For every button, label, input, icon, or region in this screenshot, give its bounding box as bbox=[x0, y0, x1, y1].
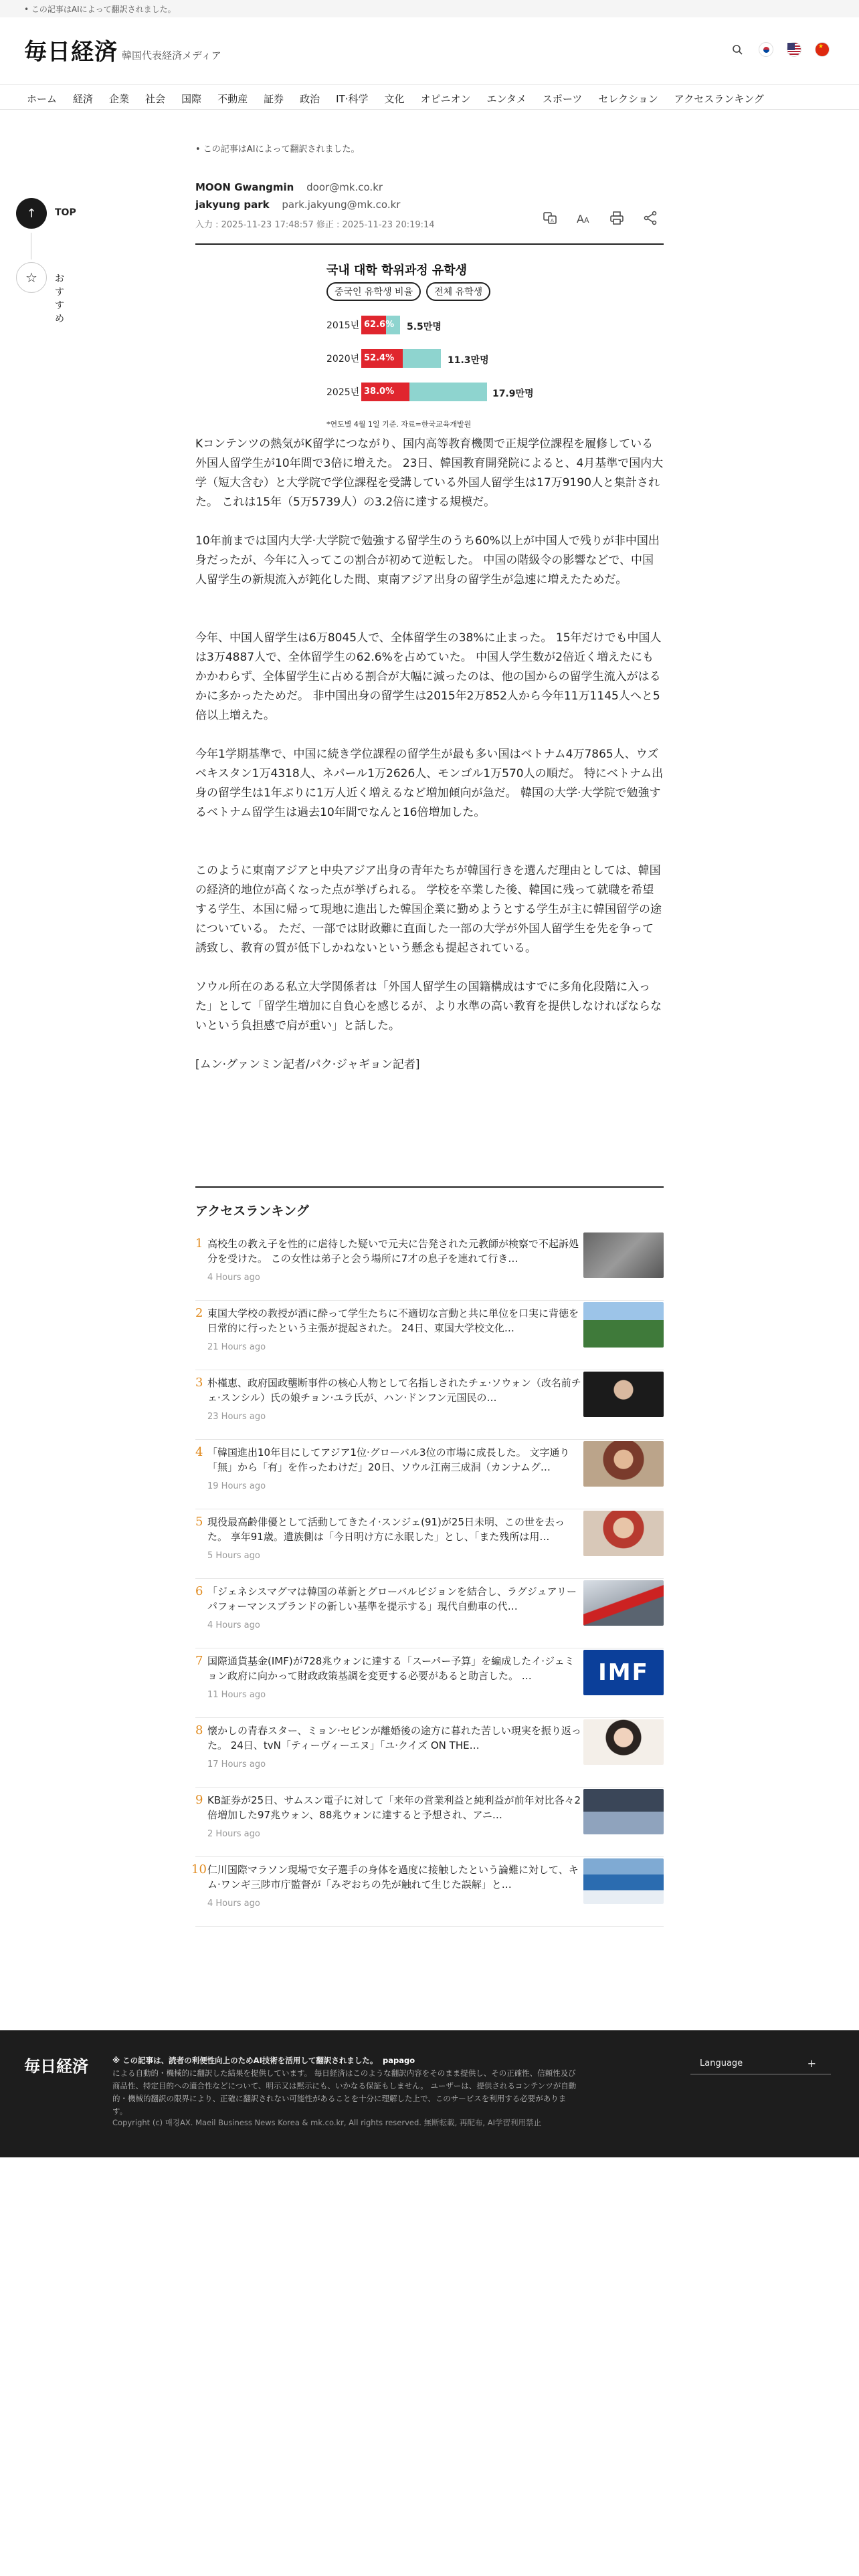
nav-item-sports[interactable]: スポーツ bbox=[542, 93, 583, 105]
ratio-bar: 62.6% bbox=[361, 316, 386, 334]
rank-thumbnail[interactable] bbox=[583, 1302, 664, 1348]
korea-flag-icon[interactable] bbox=[759, 42, 773, 57]
nav-item-economy[interactable]: 経済 bbox=[73, 93, 94, 105]
plus-icon: + bbox=[807, 2057, 816, 2070]
author-name[interactable]: jakyung park bbox=[195, 199, 270, 211]
font-size-icon[interactable] bbox=[574, 209, 593, 227]
china-flag-icon[interactable] bbox=[815, 42, 830, 57]
rank-time: 2 Hours ago bbox=[207, 1829, 260, 1839]
footer-notice-body: による自動的・機械的に翻訳した結果を提供しています。 毎日経済はこのような翻訳内容をそのまま提供し、その正確性、信頼性及び商品性、特定目的への適合性などについて、明示又は黙示にも、いかなる保証もしません。 ユーザーは、提供されるコンテンツが自動的・機械的翻訳の限界により、正確に翻訳されない可能性があることを十分に理解した上で、このサービスを利用する必要があります。 bbox=[112, 2068, 577, 2116]
rank-time: 17 Hours ago bbox=[207, 1759, 266, 1769]
author-email[interactable]: park.jakyung@mk.co.kr bbox=[282, 199, 401, 211]
article-paragraph: 10年前までは国内大学·大学院で勉強する留学生のうち60%以上が中国人で残りが非中国出身だったが、今年に入ってこの割合が初めて逆転した。 中国の階級令の影響などで、中国人留学生の新規流入が鈍化した間、東南アジア出身の留学生が急速に増えたためだ。 bbox=[195, 534, 660, 586]
rank-headline[interactable]: 国際通貨基金(IMF)が728兆ウォンに達する「スーパー予算」を編成したイ·ジェミョン政府に向かって財政政策基調を変更する必要があると助言した。 … bbox=[207, 1655, 575, 1682]
author-row bbox=[195, 179, 664, 196]
ranking-rule bbox=[195, 1186, 664, 1188]
row-year: 2015년 bbox=[326, 320, 360, 331]
star-icon: ☆ bbox=[25, 270, 37, 286]
rank-time: 4 Hours ago bbox=[207, 1620, 260, 1630]
rank-headline[interactable]: KB証券が25日、サムスン電子に対して「来年の営業利益と純利益が前年対比各々2倍増加した97兆ウォン、88兆ウォンに達すると予想され、アニ… bbox=[207, 1794, 581, 1821]
rank-number: 6 bbox=[195, 1584, 203, 1598]
rank-headline[interactable]: 「韓国進出10年目にしてアジア1位·グローバル3位の市場に成長した。 文字通り「無」から「有」を作ったわけだ」20日、ソウル江南三成洞（カンナムグ… bbox=[207, 1446, 570, 1473]
imf-logo-icon: IMF bbox=[598, 1659, 649, 1686]
header-icons bbox=[729, 41, 830, 58]
nav-item-home[interactable]: ホーム bbox=[27, 93, 58, 105]
row-year: 2020년 bbox=[326, 354, 360, 364]
nav-item-society[interactable]: 社会 bbox=[145, 93, 166, 105]
nav-item-selection[interactable]: セレクション bbox=[598, 93, 658, 105]
svg-text:A: A bbox=[577, 213, 584, 225]
rank-time: 19 Hours ago bbox=[207, 1481, 266, 1491]
rank-thumbnail[interactable] bbox=[583, 1372, 664, 1417]
rank-thumbnail[interactable] bbox=[583, 1858, 664, 1904]
article-body bbox=[195, 435, 664, 1094]
article-signoff: [ムン·グァンミン記者/パク·ジャギョン記者] bbox=[195, 1058, 420, 1071]
ranking-item[interactable] bbox=[195, 1718, 664, 1788]
rank-number: 4 bbox=[195, 1445, 203, 1459]
nav-item-it-science[interactable]: IT·科学 bbox=[336, 93, 369, 105]
rank-number: 9 bbox=[195, 1793, 203, 1807]
infographic-row bbox=[326, 346, 541, 369]
infographic-row bbox=[326, 313, 541, 336]
rank-thumbnail[interactable] bbox=[583, 1232, 664, 1278]
rank-headline[interactable]: 仁川国際マラソン現場で女子選手の身体を過度に接触したという論難に対して、キム·ワンギ三陟市庁監督が「みぞおちの先が触れて生じた誤解」と… bbox=[207, 1864, 579, 1891]
recommend-button[interactable] bbox=[16, 262, 47, 293]
rank-thumbnail[interactable] bbox=[583, 1719, 664, 1765]
rank-time: 5 Hours ago bbox=[207, 1551, 260, 1561]
nav-item-real-estate[interactable]: 不動産 bbox=[217, 93, 248, 105]
language-selector[interactable] bbox=[690, 2056, 831, 2074]
rank-thumbnail[interactable] bbox=[583, 1580, 664, 1626]
rank-thumbnail[interactable] bbox=[583, 1511, 664, 1556]
article-paragraph: 今年、中国人留学生は6万8045人で、全体留学生の38%に止まった。 15年だけでも中国人は3万4887人で、全体留学生の62.6%を占めていた。 中国人学生数が2倍近く増えたにもかかわらず、全体留学生に占める割合が大幅に減ったのは、他の国からの留学生流入がはるかに多かったためだ。 非中国出身の留学生は2015年2万852人から今年11万1145人へと5倍以上増えた。 bbox=[195, 631, 662, 722]
article bbox=[195, 142, 664, 1071]
author-name[interactable]: MOON Gwangmin bbox=[195, 181, 294, 193]
rank-headline[interactable]: 「ジェネシスマグマは韓国の革新とグローバルビジョンを結合し、ラグジュアリーパフォーマンスブランドの新しい基準を提示する」現代自動車の代… bbox=[207, 1586, 577, 1612]
ranking-item[interactable] bbox=[195, 1440, 664, 1509]
rank-headline[interactable]: 朴槿恵、政府国政壟断事件の核心人物として名指しされたチェ·ソウォン（改名前チェ·スンシル）氏の娘チョン·ユラ氏が、ハン·ドンフン元国民の… bbox=[207, 1377, 581, 1404]
footer-copyright: Copyright (c) 매경AX. Maeil Business News Korea & mk.co.kr, All rights reserved. 無断転載, 再配布, AI学習利用禁止 bbox=[112, 2118, 541, 2127]
rank-thumbnail[interactable] bbox=[583, 1441, 664, 1487]
footer-logo[interactable]: 毎日経済 bbox=[24, 2056, 88, 2076]
usa-flag-icon[interactable] bbox=[787, 42, 801, 57]
ratio-bar: 52.4% bbox=[361, 349, 403, 368]
nav-item-international[interactable]: 国際 bbox=[181, 93, 202, 105]
svg-text:A: A bbox=[584, 216, 589, 225]
svg-text:A: A bbox=[551, 218, 554, 223]
language-label: Language bbox=[700, 2058, 743, 2068]
ranking-item[interactable] bbox=[195, 1231, 664, 1301]
infographic-row bbox=[326, 380, 541, 403]
site-header bbox=[0, 17, 859, 84]
ranking-item[interactable] bbox=[195, 1648, 664, 1718]
infographic-footnote: *연도별 4월 1일 기준. 자료=한국교육개발원 bbox=[326, 420, 472, 429]
rank-thumbnail[interactable] bbox=[583, 1650, 664, 1695]
nav-item-culture[interactable]: 文化 bbox=[384, 93, 405, 105]
scroll-top-button[interactable] bbox=[16, 198, 47, 229]
share-icon[interactable] bbox=[641, 209, 660, 227]
ai-translation-note: • この記事はAIによって翻訳されました。 bbox=[195, 144, 360, 154]
nav-item-securities[interactable]: 証券 bbox=[264, 93, 284, 105]
site-footer bbox=[0, 2030, 859, 2157]
rank-headline[interactable]: 高校生の教え子を性的に虐待した疑いで元夫に告発された元教師が検察で不起訴処分を受けた。 この女性は弟子と会う場所に7才の息子を連れて行き… bbox=[207, 1238, 579, 1265]
rank-time: 23 Hours ago bbox=[207, 1412, 266, 1422]
rank-number: 3 bbox=[195, 1376, 203, 1390]
ranking-item[interactable] bbox=[195, 1788, 664, 1857]
author-email[interactable]: door@mk.co.kr bbox=[306, 181, 383, 193]
row-count: 5.5만명 bbox=[407, 322, 442, 332]
legend-chinese-ratio: 중국인 유학생 비율 bbox=[326, 282, 421, 301]
print-icon[interactable] bbox=[607, 209, 626, 227]
access-ranking bbox=[191, 1186, 664, 1927]
ranking-item[interactable] bbox=[195, 1579, 664, 1648]
rank-time: 21 Hours ago bbox=[207, 1342, 266, 1352]
recommend-label: おすすめ bbox=[55, 274, 64, 324]
rank-headline[interactable]: 懐かしの青春スター、ミョン·セビンが離婚後の途方に暮れた苦しい現実を振り返った。 24日、tvN「ティーヴィーエヌ」「ユ·クイズ ON THE… bbox=[207, 1725, 581, 1751]
nav-item-entertainment[interactable]: エンタメ bbox=[486, 93, 527, 105]
rank-time: 4 Hours ago bbox=[207, 1273, 260, 1283]
nav-item-politics[interactable]: 政治 bbox=[300, 93, 320, 105]
rank-headline[interactable]: 現役最高齢俳優として活動してきたイ·スンジェ(91)が25日未明、この世を去った。 享年91歳。遺族側は「今日明け方に永眠した」とし、「また残所は用… bbox=[207, 1516, 565, 1543]
site-tagline: 韓国代表経済メディア bbox=[122, 49, 221, 62]
article-tools bbox=[541, 209, 660, 227]
scroll-top-label: TOP bbox=[55, 207, 76, 218]
main-nav bbox=[0, 84, 859, 110]
legend-total: 전체 유학생 bbox=[426, 282, 490, 301]
rank-number: 10 bbox=[191, 1862, 207, 1876]
article-paragraph: ソウル所在のある私立大学関係者は「外国人留学生の国籍構成はすでに多角化段階に入った」として「留学生増加に自負心を感じるが、より水準の高い教育を提供しなければならないという負担感で肩が重い」と話した。 bbox=[195, 980, 662, 1033]
site-logo[interactable]: 毎日経済 bbox=[24, 39, 118, 66]
footer-notice-lead: ※ この記事は、読者の利便性向上のためAI技術を活用して翻訳されました。 bbox=[112, 2056, 378, 2065]
footer-notice bbox=[112, 2054, 581, 2118]
article-paragraph: このように東南アジアと中央アジア出身の青年たちが韓国行きを選んだ理由としては、韓国の経済的地位が高くなった点が挙げられる。 学校を卒業した後、韓国に残って就職を希望する学生、本国に帰って現地に進出した韓国企業に勤めようとする学生が主に韓国留学の途についている。 ただ、一部では財政難に直面した一部の大学が外国人留学生を先を争って誘致し、教育の質が低下しかねないという懸念も提起されている。 bbox=[195, 864, 662, 955]
ranking-item[interactable] bbox=[191, 1857, 664, 1927]
rank-time: 4 Hours ago bbox=[207, 1899, 260, 1909]
arrow-up-icon: ↑ bbox=[26, 206, 37, 221]
article-dates: 入力 : 2025-11-23 17:48:57 修正 : 2025-11-23 20:19:14 bbox=[195, 220, 435, 230]
ranking-item[interactable] bbox=[195, 1301, 664, 1370]
row-count: 17.9만명 bbox=[492, 389, 534, 399]
rank-headline[interactable]: 東国大学校の教授が酒に酔って学生たちに不適切な言動と共に単位を口実に背徳を日常的に行ったという主張が提起された。 24日、東国大学校文化… bbox=[207, 1307, 579, 1334]
ranking-item[interactable] bbox=[195, 1370, 664, 1440]
article-paragraph: 今年1学期基準で、中国に続き学位課程の留学生が最も多い国はベトナム4万7865人、ウズベキスタン1万4318人、ネパール1万2626人、モンゴル1万570人の順だ。 特にベトナム出身の留学生は1年ぶりに1万人近く増えるなど増加傾向が急だ。 韓国の大学·大学院で勉強するベトナム留学生は過去10年間でなんと16倍増加した。 bbox=[195, 748, 664, 819]
row-year: 2025년 bbox=[326, 387, 360, 398]
rank-number: 5 bbox=[195, 1515, 203, 1529]
infographic-title: 국내 대학 학위과정 유학생 bbox=[326, 263, 468, 278]
rank-number: 7 bbox=[195, 1654, 203, 1668]
rank-number: 1 bbox=[195, 1237, 203, 1251]
top-note-bar bbox=[0, 0, 859, 17]
ranking-title: アクセスランキング bbox=[195, 1204, 309, 1218]
infographic-legend bbox=[326, 282, 541, 301]
translate-icon[interactable] bbox=[541, 209, 559, 227]
ranking-list bbox=[191, 1231, 664, 1927]
article-header-rule bbox=[195, 243, 664, 245]
rank-thumbnail[interactable] bbox=[583, 1789, 664, 1834]
rank-time: 11 Hours ago bbox=[207, 1690, 266, 1700]
nav-item-ranking[interactable]: アクセスランキング bbox=[674, 93, 764, 105]
infographic bbox=[326, 261, 541, 429]
article-paragraph: Kコンテンツの熱気がK留学につながり、国内高等教育機関で正規学位課程を履修している外国人留学生が10年間で3倍に増えた。 23日、韓国教育開発院によると、4月基準で国内大学（短大含む）と大学院で学位課程を受講している外国人留学生は17万9190人と集計された。 これは15年（5万5739人）の3.2倍に達する規模だ。 bbox=[195, 437, 664, 509]
papago-logo: papago bbox=[383, 2056, 415, 2065]
ratio-bar: 38.0% bbox=[361, 383, 409, 401]
translation-note: • この記事はAIによって翻訳されました。 bbox=[24, 5, 176, 14]
rank-number: 2 bbox=[195, 1306, 203, 1320]
nav-item-business[interactable]: 企業 bbox=[109, 93, 130, 105]
ranking-item[interactable] bbox=[195, 1509, 664, 1579]
row-count: 11.3만명 bbox=[448, 355, 489, 366]
search-icon[interactable] bbox=[729, 41, 745, 58]
nav-item-opinion[interactable]: オピニオン bbox=[420, 93, 471, 105]
rank-number: 8 bbox=[195, 1723, 203, 1737]
